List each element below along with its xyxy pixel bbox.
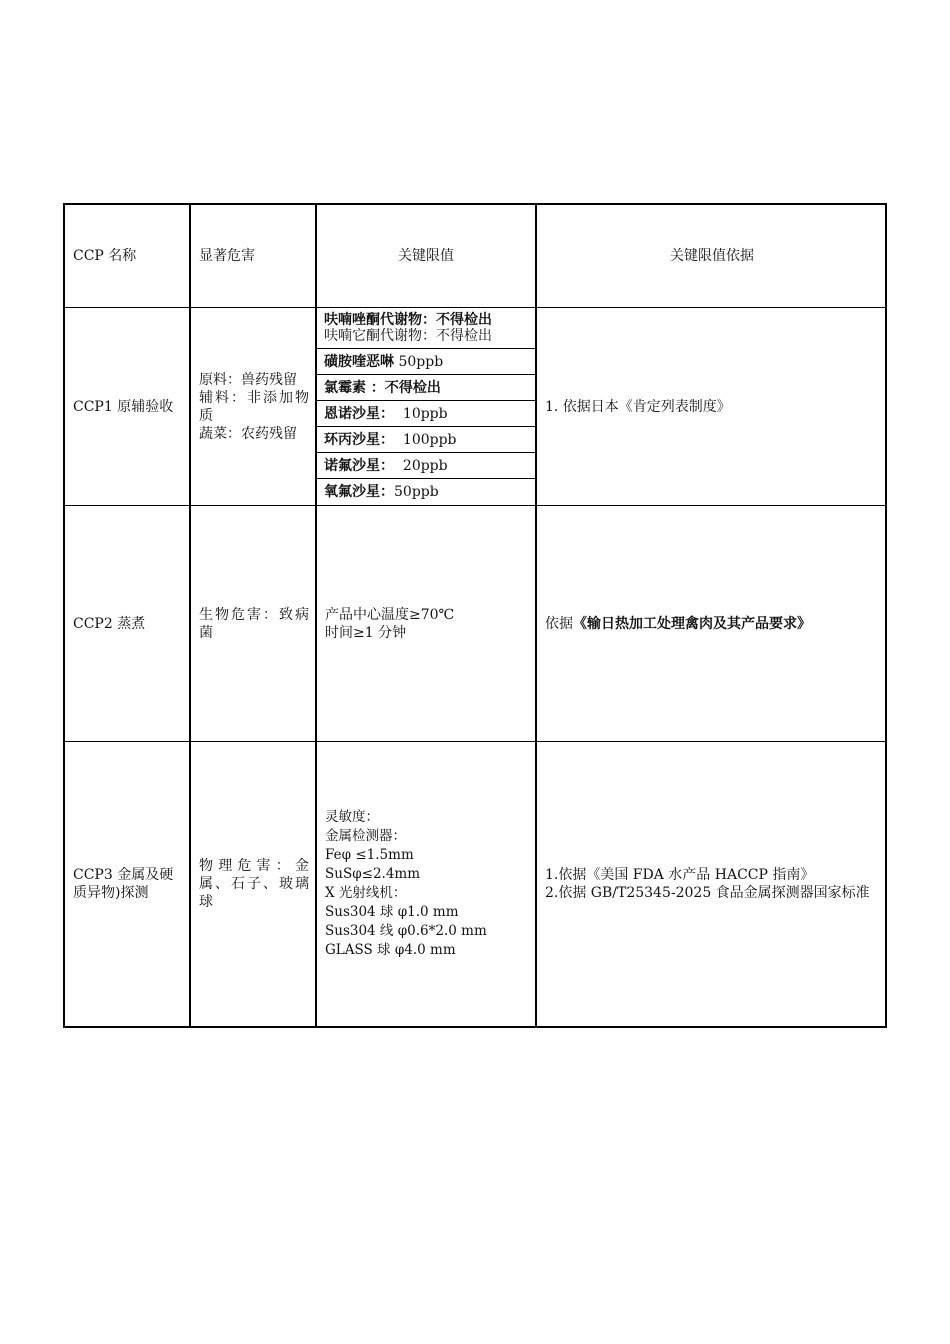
limit-item-chloramphenicol [316,375,536,400]
limit-item-enrofloxacin [316,401,536,426]
ccp2-name: CCP2 蒸煮 [73,615,146,632]
limit-item-value: 100ppb [402,431,457,448]
ccp2-hazard: 生物危害：致病菌 [199,606,309,641]
limit-item-label: 呋喃唑酮代谢物：不得检出 [324,312,492,328]
basis-prefix: 依据 [545,615,573,632]
limit-item-sulfaquinoxaline [316,349,536,374]
ccp3-hazard: 物理危害：金属、石子、玻璃球 [199,858,309,910]
limit-item-label: 氯霉素 ：不得检出 [324,379,441,396]
limit-item-furazolidone [316,308,536,348]
limit-item-label: 恩诺沙星： [324,405,394,422]
limit-item-label: 环丙沙星： [324,431,394,448]
basis-standard-title: 《输日热加工处理禽肉及其产品要求》 [573,615,811,632]
limit-item-label: 氧氟沙星： [324,484,394,500]
ccp1-name: CCP1 原辅验收 [73,398,174,415]
limit-item-label: 诺氟沙星： [324,457,394,474]
ccp2-limits: 产品中心温度≥70℃ 时间≥1 分钟 [325,606,455,641]
limit-item-norfloxacin [316,453,536,478]
ccp3-basis: 1.依据《美国 FDA 水产品 HACCP 指南》 2.依据 GB/T25345-2025 食品金属探测器国家标准 [545,867,870,901]
ccp1-basis: 1. 依据日本《肯定列表制度》 [545,398,731,415]
ccp1-hazard: 原料：兽药残留 辅料：非添加物质 蔬菜：农药残留 [199,371,309,442]
limit-item-value: 呋喃它酮代谢物：不得检出 [324,328,492,344]
ccp3-name: CCP3 金属及硬质异物)探测 [73,867,174,901]
header-hazard: 显著危害 [199,248,255,264]
limit-item-label: 磺胺喹恶啉 [324,353,394,370]
limit-item-value: 50ppb [398,353,444,370]
ccp3-limits: 灵敏度： 金属检测器： Feφ ≤1.5mm SuSφ≤2.4mm X 光射线机： Sus304 球 φ1.0 mm Sus304 线 φ0.6*2.0 mm GLASS 球 φ4.0 mm [325,809,487,958]
limit-item-value: 10ppb [402,405,448,422]
header-critical-limit: 关键限值 [398,248,454,264]
haccp-table [63,203,887,1028]
limit-item-ofloxacin [316,479,536,505]
limit-item-ciprofloxacin [316,427,536,452]
limit-item-value: 20ppb [402,457,448,474]
limit-item-value: 50ppb [394,484,439,500]
header-ccp-name: CCP 名称 [73,248,137,264]
ccp2-basis [537,506,887,741]
header-limit-basis: 关键限值依据 [670,248,754,264]
